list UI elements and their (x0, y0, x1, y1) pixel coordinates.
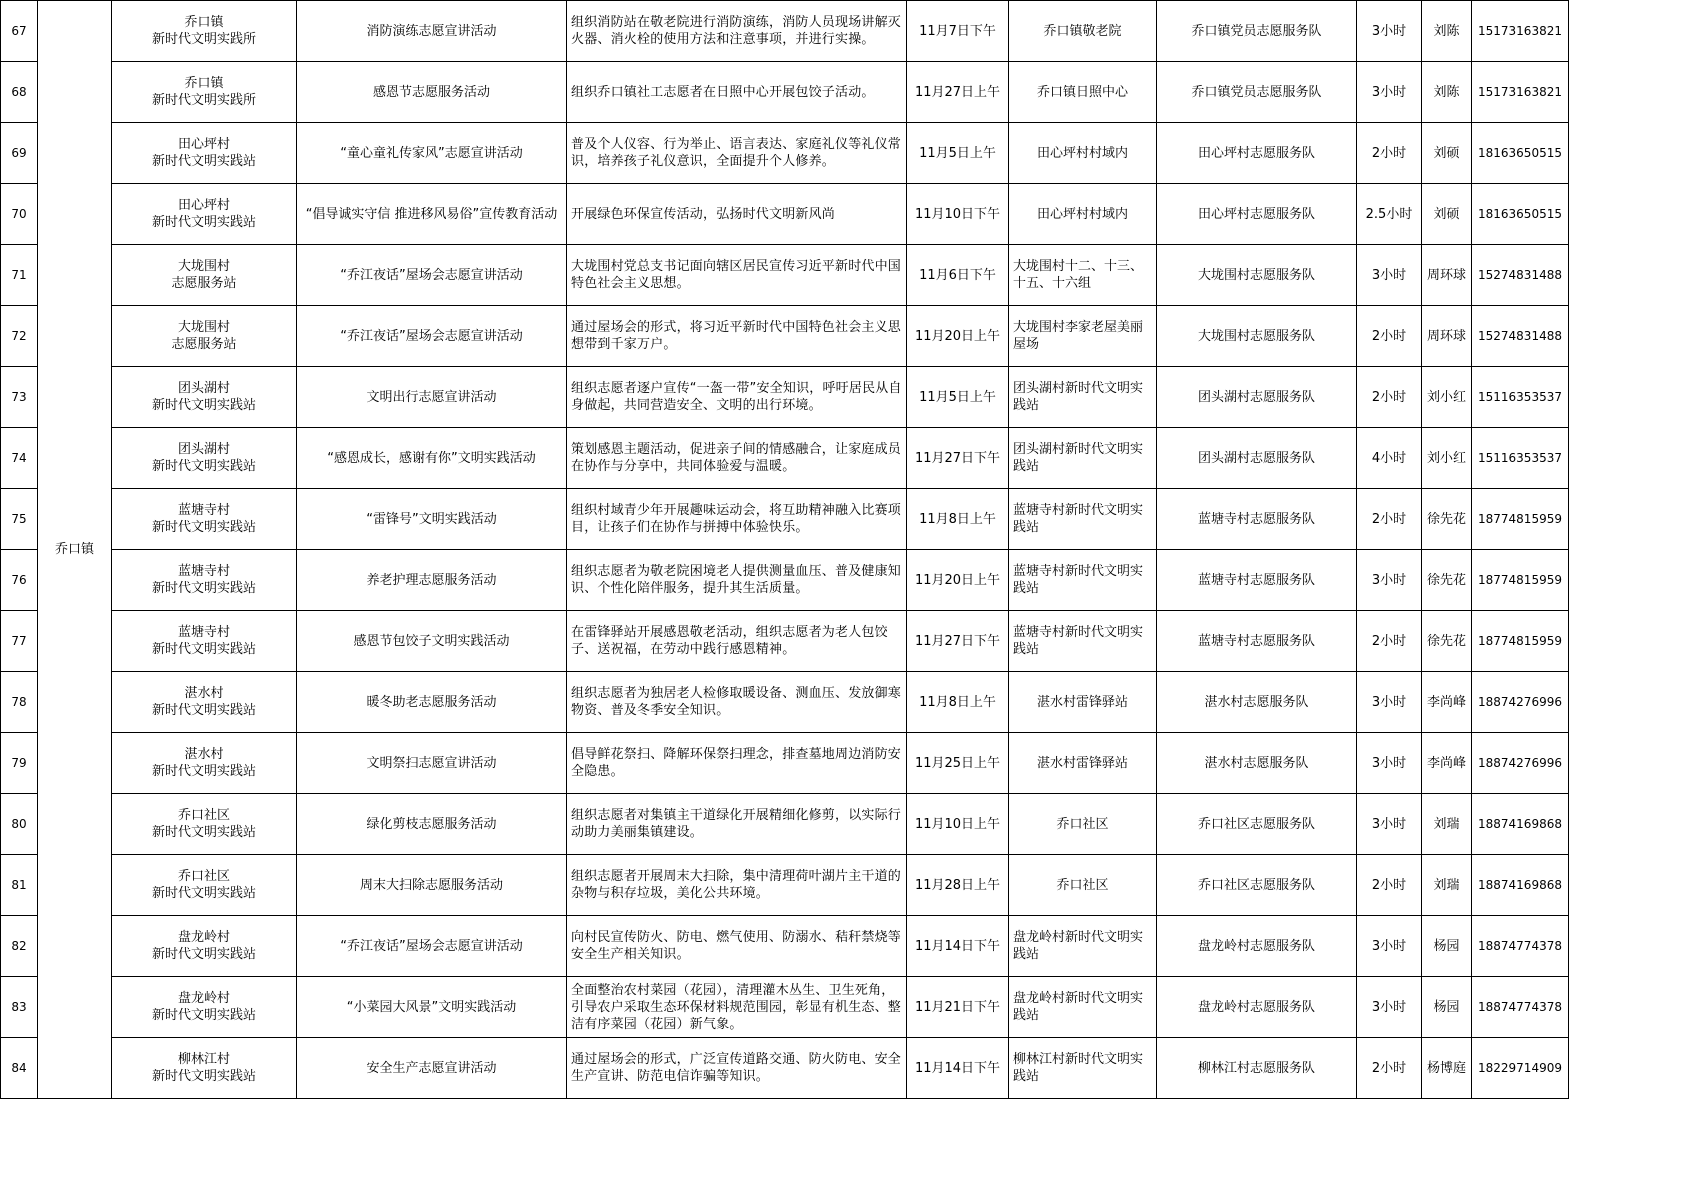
phone-cell: 15116353537 (1472, 428, 1569, 489)
activity-place-cell: 蓝塘寺村新时代文明实践站 (1009, 489, 1157, 550)
unit-type: 新时代文明实践站 (151, 398, 256, 413)
volunteer-team-cell: 田心坪村志愿服务队 (1157, 184, 1357, 245)
unit-name: 团头湖村 (177, 442, 230, 457)
unit-cell (112, 428, 297, 489)
phone-cell: 18229714909 (1472, 1038, 1569, 1099)
duration-cell: 3小时 (1357, 550, 1422, 611)
unit-type: 新时代文明实践所 (151, 32, 256, 47)
activity-description-cell: 组织志愿者为独居老人检修取暖设备、测血压、发放御寒物资、普及冬季安全知识。 (567, 672, 907, 733)
activity-description-cell: 组织乔口镇社工志愿者在日照中心开展包饺子活动。 (567, 62, 907, 123)
activity-place-cell: 乔口镇日照中心 (1009, 62, 1157, 123)
unit-name: 蓝塘寺村 (177, 625, 230, 640)
activity-title-cell: “乔江夜话”屋场会志愿宣讲活动 (297, 916, 567, 977)
activity-description-cell: 普及个人仪容、行为举止、语言表达、家庭礼仪等礼仪常识，培养孩子礼仪意识，全面提升个人修养。 (567, 123, 907, 184)
activity-time-cell: 11月28日上午 (907, 855, 1009, 916)
activity-title-cell: “童心童礼传家风”志愿宣讲活动 (297, 123, 567, 184)
activity-time-cell: 11月27日上午 (907, 62, 1009, 123)
activity-place-cell: 团头湖村新时代文明实践站 (1009, 428, 1157, 489)
unit-cell (112, 550, 297, 611)
activity-title-cell: 暖冬助老志愿服务活动 (297, 672, 567, 733)
activity-place-cell: 团头湖村新时代文明实践站 (1009, 367, 1157, 428)
unit-cell (112, 672, 297, 733)
unit-type: 新时代文明实践所 (151, 93, 256, 108)
table-row (1, 855, 1569, 916)
contact-person-cell: 徐先花 (1422, 550, 1472, 611)
table-row (1, 62, 1569, 123)
duration-cell: 3小时 (1357, 794, 1422, 855)
contact-person-cell: 周环球 (1422, 245, 1472, 306)
table-row (1, 977, 1569, 1038)
row-number-cell: 79 (1, 733, 38, 794)
volunteer-team-cell: 蓝塘寺村志愿服务队 (1157, 611, 1357, 672)
contact-person-cell: 徐先花 (1422, 611, 1472, 672)
activity-description-cell: 全面整治农村菜园（花园），清理灌木丛生、卫生死角，引导农户采取生态环保材料规范围园，彰显有机生态、整洁有序菜园（花园）新气象。 (567, 977, 907, 1038)
row-number-cell: 76 (1, 550, 38, 611)
activity-time-cell: 11月14日下午 (907, 1038, 1009, 1099)
activity-time-cell: 11月27日下午 (907, 428, 1009, 489)
unit-type: 新时代文明实践站 (151, 1069, 256, 1084)
duration-cell: 3小时 (1357, 62, 1422, 123)
volunteer-team-cell: 乔口镇党员志愿服务队 (1157, 1, 1357, 62)
activity-title-cell: “雷锋号”文明实践活动 (297, 489, 567, 550)
unit-name: 乔口社区 (177, 808, 230, 823)
table-body (1, 1, 1569, 1099)
table-row (1, 672, 1569, 733)
unit-cell (112, 245, 297, 306)
activity-time-cell: 11月10日上午 (907, 794, 1009, 855)
duration-cell: 2.5小时 (1357, 184, 1422, 245)
activity-description-cell: 策划感恩主题活动，促进亲子间的情感融合，让家庭成员在协作与分享中，共同体验爱与温暖。 (567, 428, 907, 489)
unit-type: 志愿服务站 (171, 276, 237, 291)
activity-time-cell: 11月25日上午 (907, 733, 1009, 794)
table-row (1, 306, 1569, 367)
row-number-cell: 74 (1, 428, 38, 489)
activity-place-cell: 柳林江村新时代文明实践站 (1009, 1038, 1157, 1099)
activity-place-cell: 田心坪村村域内 (1009, 123, 1157, 184)
activity-description-cell: 组织志愿者对集镇主干道绿化开展精细化修剪，以实际行动助力美丽集镇建设。 (567, 794, 907, 855)
unit-name: 蓝塘寺村 (177, 503, 230, 518)
activity-time-cell: 11月5日上午 (907, 123, 1009, 184)
activity-place-cell: 田心坪村村域内 (1009, 184, 1157, 245)
activity-place-cell: 湛水村雷锋驿站 (1009, 672, 1157, 733)
duration-cell: 2小时 (1357, 306, 1422, 367)
volunteer-team-cell: 田心坪村志愿服务队 (1157, 123, 1357, 184)
contact-person-cell: 李尚峰 (1422, 672, 1472, 733)
unit-cell (112, 733, 297, 794)
unit-type: 新时代文明实践站 (151, 215, 256, 230)
volunteer-team-cell: 盘龙岭村志愿服务队 (1157, 916, 1357, 977)
activity-time-cell: 11月27日下午 (907, 611, 1009, 672)
row-number-cell: 71 (1, 245, 38, 306)
volunteer-team-cell: 乔口镇党员志愿服务队 (1157, 62, 1357, 123)
row-number-cell: 75 (1, 489, 38, 550)
unit-cell (112, 367, 297, 428)
duration-cell: 3小时 (1357, 977, 1422, 1038)
contact-person-cell: 李尚峰 (1422, 733, 1472, 794)
activity-title-cell: “乔江夜话”屋场会志愿宣讲活动 (297, 306, 567, 367)
contact-person-cell: 徐先花 (1422, 489, 1472, 550)
unit-name: 大垅围村 (177, 259, 230, 274)
contact-person-cell: 刘硕 (1422, 123, 1472, 184)
duration-cell: 3小时 (1357, 1, 1422, 62)
duration-cell: 2小时 (1357, 489, 1422, 550)
row-number-cell: 82 (1, 916, 38, 977)
contact-person-cell: 杨博庭 (1422, 1038, 1472, 1099)
phone-cell: 15173163821 (1472, 1, 1569, 62)
activity-title-cell: 文明祭扫志愿宣讲活动 (297, 733, 567, 794)
volunteer-team-cell: 乔口社区志愿服务队 (1157, 794, 1357, 855)
activity-title-cell: 养老护理志愿服务活动 (297, 550, 567, 611)
contact-person-cell: 刘小红 (1422, 367, 1472, 428)
contact-person-cell: 刘瑞 (1422, 855, 1472, 916)
activity-title-cell: 绿化剪枝志愿服务活动 (297, 794, 567, 855)
phone-cell: 18874774378 (1472, 916, 1569, 977)
duration-cell: 3小时 (1357, 672, 1422, 733)
duration-cell: 2小时 (1357, 855, 1422, 916)
activity-place-cell: 乔口社区 (1009, 794, 1157, 855)
unit-cell (112, 916, 297, 977)
unit-type: 新时代文明实践站 (151, 581, 256, 596)
table-row (1, 245, 1569, 306)
activity-time-cell: 11月7日下午 (907, 1, 1009, 62)
activity-title-cell: 消防演练志愿宣讲活动 (297, 1, 567, 62)
row-number-cell: 78 (1, 672, 38, 733)
unit-name: 乔口社区 (177, 869, 230, 884)
unit-cell (112, 855, 297, 916)
activity-place-cell: 蓝塘寺村新时代文明实践站 (1009, 550, 1157, 611)
phone-cell: 18874774378 (1472, 977, 1569, 1038)
contact-person-cell: 刘硕 (1422, 184, 1472, 245)
activity-title-cell: 感恩节包饺子文明实践活动 (297, 611, 567, 672)
duration-cell: 3小时 (1357, 733, 1422, 794)
duration-cell: 2小时 (1357, 611, 1422, 672)
contact-person-cell: 刘小红 (1422, 428, 1472, 489)
unit-cell (112, 306, 297, 367)
activity-description-cell: 组织志愿者开展周末大扫除，集中清理荷叶湖片主干道的杂物与积存垃圾，美化公共环境。 (567, 855, 907, 916)
phone-cell: 18874276996 (1472, 672, 1569, 733)
activity-title-cell: 文明出行志愿宣讲活动 (297, 367, 567, 428)
table-row (1, 367, 1569, 428)
activity-place-cell: 大垅围村李家老屋美丽屋场 (1009, 306, 1157, 367)
table-row (1, 611, 1569, 672)
contact-person-cell: 杨园 (1422, 977, 1472, 1038)
contact-person-cell: 刘陈 (1422, 1, 1472, 62)
activity-time-cell: 11月10日下午 (907, 184, 1009, 245)
activity-time-cell: 11月8日上午 (907, 489, 1009, 550)
row-number-cell: 84 (1, 1038, 38, 1099)
unit-name: 盘龙岭村 (177, 991, 230, 1006)
activity-description-cell: 倡导鲜花祭扫、降解环保祭扫理念，排查墓地周边消防安全隐患。 (567, 733, 907, 794)
unit-name: 盘龙岭村 (177, 930, 230, 945)
unit-type: 新时代文明实践站 (151, 764, 256, 779)
unit-name: 湛水村 (184, 686, 224, 701)
activity-description-cell: 开展绿色环保宣传活动，弘扬时代文明新风尚 (567, 184, 907, 245)
unit-type: 新时代文明实践站 (151, 947, 256, 962)
unit-name: 团头湖村 (177, 381, 230, 396)
duration-cell: 4小时 (1357, 428, 1422, 489)
unit-name: 湛水村 (184, 747, 224, 762)
row-number-cell: 77 (1, 611, 38, 672)
activity-time-cell: 11月6日下午 (907, 245, 1009, 306)
activity-description-cell: 通过屋场会的形式，将习近平新时代中国特色社会主义思想带到千家万户。 (567, 306, 907, 367)
unit-cell (112, 1, 297, 62)
activity-time-cell: 11月21日下午 (907, 977, 1009, 1038)
activity-time-cell: 11月14日下午 (907, 916, 1009, 977)
volunteer-team-cell: 团头湖村志愿服务队 (1157, 367, 1357, 428)
activity-place-cell: 蓝塘寺村新时代文明实践站 (1009, 611, 1157, 672)
phone-cell: 15274831488 (1472, 306, 1569, 367)
volunteer-team-cell: 蓝塘寺村志愿服务队 (1157, 550, 1357, 611)
table-row (1, 1, 1569, 62)
volunteer-team-cell: 盘龙岭村志愿服务队 (1157, 977, 1357, 1038)
phone-cell: 18774815959 (1472, 550, 1569, 611)
unit-cell (112, 611, 297, 672)
table-row (1, 123, 1569, 184)
row-number-cell: 68 (1, 62, 38, 123)
phone-cell: 18163650515 (1472, 184, 1569, 245)
unit-name: 大垅围村 (177, 320, 230, 335)
activity-place-cell: 盘龙岭村新时代文明实践站 (1009, 916, 1157, 977)
activity-title-cell: “小菜园大风景”文明实践活动 (297, 977, 567, 1038)
unit-cell (112, 794, 297, 855)
unit-name: 田心坪村 (177, 137, 230, 152)
unit-type: 新时代文明实践站 (151, 825, 256, 840)
duration-cell: 3小时 (1357, 916, 1422, 977)
row-number-cell: 70 (1, 184, 38, 245)
phone-cell: 15173163821 (1472, 62, 1569, 123)
activity-description-cell: 通过屋场会的形式，广泛宣传道路交通、防火防电、安全生产宣讲、防范电信诈骗等知识。 (567, 1038, 907, 1099)
activity-time-cell: 11月5日上午 (907, 367, 1009, 428)
duration-cell: 2小时 (1357, 1038, 1422, 1099)
unit-name: 田心坪村 (177, 198, 230, 213)
table-row (1, 794, 1569, 855)
row-number-cell: 80 (1, 794, 38, 855)
activity-time-cell: 11月20日上午 (907, 550, 1009, 611)
phone-cell: 18874169868 (1472, 855, 1569, 916)
row-number-cell: 67 (1, 1, 38, 62)
phone-cell: 18774815959 (1472, 489, 1569, 550)
table-row (1, 733, 1569, 794)
unit-type: 新时代文明实践站 (151, 886, 256, 901)
table-row (1, 184, 1569, 245)
unit-name: 乔口镇 (184, 15, 224, 30)
unit-cell (112, 977, 297, 1038)
table-row (1, 428, 1569, 489)
activity-title-cell: “倡导诚实守信 推进移风易俗”宣传教育活动 (297, 184, 567, 245)
unit-type: 新时代文明实践站 (151, 520, 256, 535)
row-number-cell: 73 (1, 367, 38, 428)
activity-description-cell: 组织消防站在敬老院进行消防演练，消防人员现场讲解灭火器、消火栓的使用方法和注意事项，并进行实操。 (567, 1, 907, 62)
activity-title-cell: “感恩成长，感谢有你”文明实践活动 (297, 428, 567, 489)
table-row (1, 489, 1569, 550)
unit-cell (112, 489, 297, 550)
unit-cell (112, 123, 297, 184)
phone-cell: 15116353537 (1472, 367, 1569, 428)
activity-description-cell: 向村民宣传防火、防电、燃气使用、防溺水、秸秆禁烧等安全生产相关知识。 (567, 916, 907, 977)
unit-type: 新时代文明实践站 (151, 642, 256, 657)
volunteer-team-cell: 湛水村志愿服务队 (1157, 733, 1357, 794)
volunteer-team-cell: 蓝塘寺村志愿服务队 (1157, 489, 1357, 550)
phone-cell: 18163650515 (1472, 123, 1569, 184)
activity-time-cell: 11月20日上午 (907, 306, 1009, 367)
phone-cell: 15274831488 (1472, 245, 1569, 306)
unit-type: 志愿服务站 (171, 337, 237, 352)
unit-type: 新时代文明实践站 (151, 154, 256, 169)
unit-name: 柳林江村 (177, 1052, 230, 1067)
activity-title-cell: 安全生产志愿宣讲活动 (297, 1038, 567, 1099)
table-row (1, 916, 1569, 977)
activity-description-cell: 在雷锋驿站开展感恩敬老活动，组织志愿者为老人包饺子、送祝福，在劳动中践行感恩精神。 (567, 611, 907, 672)
activity-description-cell: 大垅围村党总支书记面向辖区居民宣传习近平新时代中国特色社会主义思想。 (567, 245, 907, 306)
activity-time-cell: 11月8日上午 (907, 672, 1009, 733)
row-number-cell: 83 (1, 977, 38, 1038)
row-number-cell: 69 (1, 123, 38, 184)
town-cell: 乔口镇 (38, 1, 112, 1099)
unit-type: 新时代文明实践站 (151, 703, 256, 718)
unit-type: 新时代文明实践站 (151, 1008, 256, 1023)
phone-cell: 18774815959 (1472, 611, 1569, 672)
activity-title-cell: “乔江夜话”屋场会志愿宣讲活动 (297, 245, 567, 306)
unit-type: 新时代文明实践站 (151, 459, 256, 474)
volunteer-team-cell: 大垅围村志愿服务队 (1157, 245, 1357, 306)
activity-description-cell: 组织志愿者为敬老院困境老人提供测量血压、普及健康知识、个性化陪伴服务，提升其生活质量。 (567, 550, 907, 611)
unit-cell (112, 184, 297, 245)
activity-description-cell: 组织志愿者逐户宣传“一盔一带”安全知识，呼吁居民从自身做起，共同营造安全、文明的出行环境。 (567, 367, 907, 428)
activity-title-cell: 周末大扫除志愿服务活动 (297, 855, 567, 916)
table-row (1, 1038, 1569, 1099)
contact-person-cell: 杨园 (1422, 916, 1472, 977)
volunteer-team-cell: 乔口社区志愿服务队 (1157, 855, 1357, 916)
activity-title-cell: 感恩节志愿服务活动 (297, 62, 567, 123)
row-number-cell: 81 (1, 855, 38, 916)
contact-person-cell: 刘陈 (1422, 62, 1472, 123)
volunteer-team-cell: 湛水村志愿服务队 (1157, 672, 1357, 733)
duration-cell: 2小时 (1357, 367, 1422, 428)
unit-name: 蓝塘寺村 (177, 564, 230, 579)
volunteer-team-cell: 团头湖村志愿服务队 (1157, 428, 1357, 489)
activity-place-cell: 大垅围村十二、十三、十五、十六组 (1009, 245, 1157, 306)
row-number-cell: 72 (1, 306, 38, 367)
activity-place-cell: 湛水村雷锋驿站 (1009, 733, 1157, 794)
activity-place-cell: 乔口社区 (1009, 855, 1157, 916)
duration-cell: 2小时 (1357, 123, 1422, 184)
volunteer-team-cell: 大垅围村志愿服务队 (1157, 306, 1357, 367)
contact-person-cell: 周环球 (1422, 306, 1472, 367)
volunteer-team-cell: 柳林江村志愿服务队 (1157, 1038, 1357, 1099)
phone-cell: 18874276996 (1472, 733, 1569, 794)
activity-description-cell: 组织村域青少年开展趣味运动会，将互助精神融入比赛项目，让孩子们在协作与拼搏中体验快乐。 (567, 489, 907, 550)
activity-place-cell: 盘龙岭村新时代文明实践站 (1009, 977, 1157, 1038)
unit-name: 乔口镇 (184, 76, 224, 91)
unit-cell (112, 1038, 297, 1099)
duration-cell: 3小时 (1357, 245, 1422, 306)
table-row (1, 550, 1569, 611)
contact-person-cell: 刘瑞 (1422, 794, 1472, 855)
activity-place-cell: 乔口镇敬老院 (1009, 1, 1157, 62)
unit-cell (112, 62, 297, 123)
phone-cell: 18874169868 (1472, 794, 1569, 855)
